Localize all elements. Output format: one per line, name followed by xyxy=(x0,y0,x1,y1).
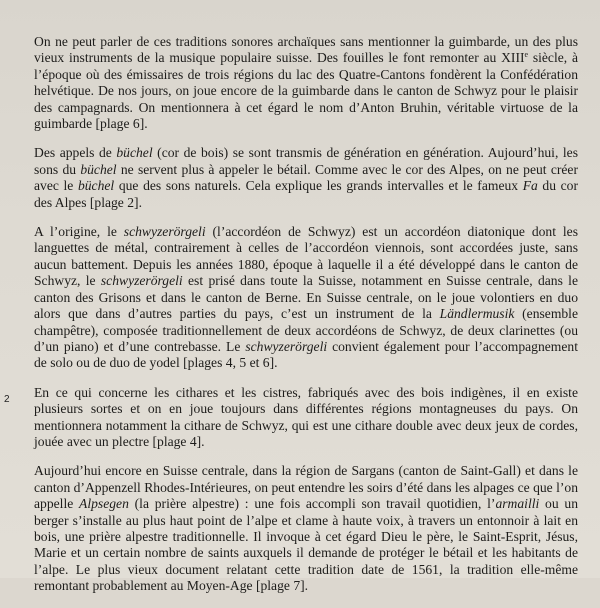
text-run: (cor de bois) se sont transmis de génération en génération. Aujourd’hui, les sons du xyxy=(34,145,578,177)
italic-term: schwyzerörgeli xyxy=(245,338,328,354)
paragraph-cithares xyxy=(34,385,578,451)
italic-term: Fa xyxy=(522,178,538,194)
text-run: Aujourd’hui encore en Suisse centrale, dans la région de Sargans (canton de Saint-Gall) et dans le canton d’Appenzell Rhodes-Intérieures, on peut entendre les soirs d’été dans les alpages ce que l’on appelle xyxy=(34,463,578,512)
text-run: du cor des Alpes [plage 2]. xyxy=(34,178,578,210)
text-run: (ensemble champêtre), composée traditionnellement de deux accordéons de Schwyz, de deux clarinettes (ou d’un piano) et d’une contrebasse. Le xyxy=(34,306,578,354)
text-run: (l’accordéon de Schwyz) est un accordéon diatonique dont les languettes de métal, contrairement à celles de l’accordéon viennois, sont accordées juste, sans aucun battement. Depuis les années 1880, époque à laquelle il a été développé dans le canton de Schwyz, le xyxy=(34,224,578,289)
page-number: 2 xyxy=(4,394,10,405)
italic-term: schwyzerörgeli xyxy=(123,224,206,240)
text-run: Des appels de xyxy=(34,145,117,161)
paragraph-alpsegen xyxy=(34,463,578,594)
paragraph-buchel xyxy=(34,145,578,211)
paragraph-schwyzerorgeli xyxy=(34,224,578,372)
text-run: En ce qui concerne les cithares et les cistres, fabriqués avec des bois indigènes, il en existe plusieurs sortes et on en joue toujours dans différentes régions montagneuses du pays. On mentionnera notamment la cithare de Schwyz, qui est une cithare double avec deux jeux de cordes, jouée avec un plectre [plage 4]. xyxy=(34,384,578,449)
text-run: convient également pour l’accompagnement de solo ou de duo de yodel [plages 4, 5 et 6]. xyxy=(34,338,578,371)
text-run: A l’origine, le xyxy=(34,224,124,240)
text-run: ne servent plus à appeler le bétail. Comme avec le cor des Alpes, on ne peut créer avec le xyxy=(34,161,578,194)
italic-term: büchel xyxy=(116,145,153,161)
body-text xyxy=(34,34,578,608)
text-run: est prisé dans toute la Suisse, notamment en Suisse centrale, dans le canton des Grisons et dans le canton de Berne. En Suisse centrale, on le joue volontiers en duo alors que dans d’autres parties du pays, c’est un instrument de la xyxy=(34,273,578,322)
italic-term: büchel xyxy=(77,178,115,194)
text-run: siècle, à l’époque où des émissaires de trois régions du lac des Quatre-Cantons fondèrent la Confédération helvétique. De nos jours, on joue encore de la guimbarde dans le canton de Schwyz pour le plaisir des campagnards. On mentionnera à cet égard le nom d’Anton Bruhin, véritable virtuose de la guimbarde [plage 6]. xyxy=(34,50,578,132)
text-run: (la prière alpestre) : une fois accompli son travail quotidien, l’ xyxy=(128,496,496,512)
superscript-text: e xyxy=(524,50,529,60)
text-run: ou un berger s’installe au plus haut point de l’alpe et clame à haute voix, à travers un entonnoir à lait en bois, une prière alpestre traditionnelle. Il invoque à cet égard Dieu le père, le Saint-Esprit, Jésus, Marie et un certain nombre de saints auxquels il demande de protéger le bétail et les habitants de l’alpe. Le plus vieux document relatant cette tradition date de 1561, la tradition elle-même remontant probablement au Moyen-Age [plage 7]. xyxy=(34,496,579,594)
italic-term: Ländlermusik xyxy=(439,306,515,322)
italic-term: schwyzerörgeli xyxy=(100,273,183,289)
text-run: On ne peut parler de ces traditions sonores archaïques sans mentionner la guimbarde, un des plus vieux instruments de la musique populaire suisse. Des fouilles le font remonter au XIII xyxy=(34,34,578,66)
italic-term: büchel xyxy=(80,161,117,177)
paragraph-guimbarde xyxy=(34,34,578,132)
italic-term: Alpsegen xyxy=(79,496,129,512)
text-run: que des sons naturels. Cela explique les grands intervalles et le fameux xyxy=(114,178,523,194)
italic-term: armailli xyxy=(495,496,540,512)
